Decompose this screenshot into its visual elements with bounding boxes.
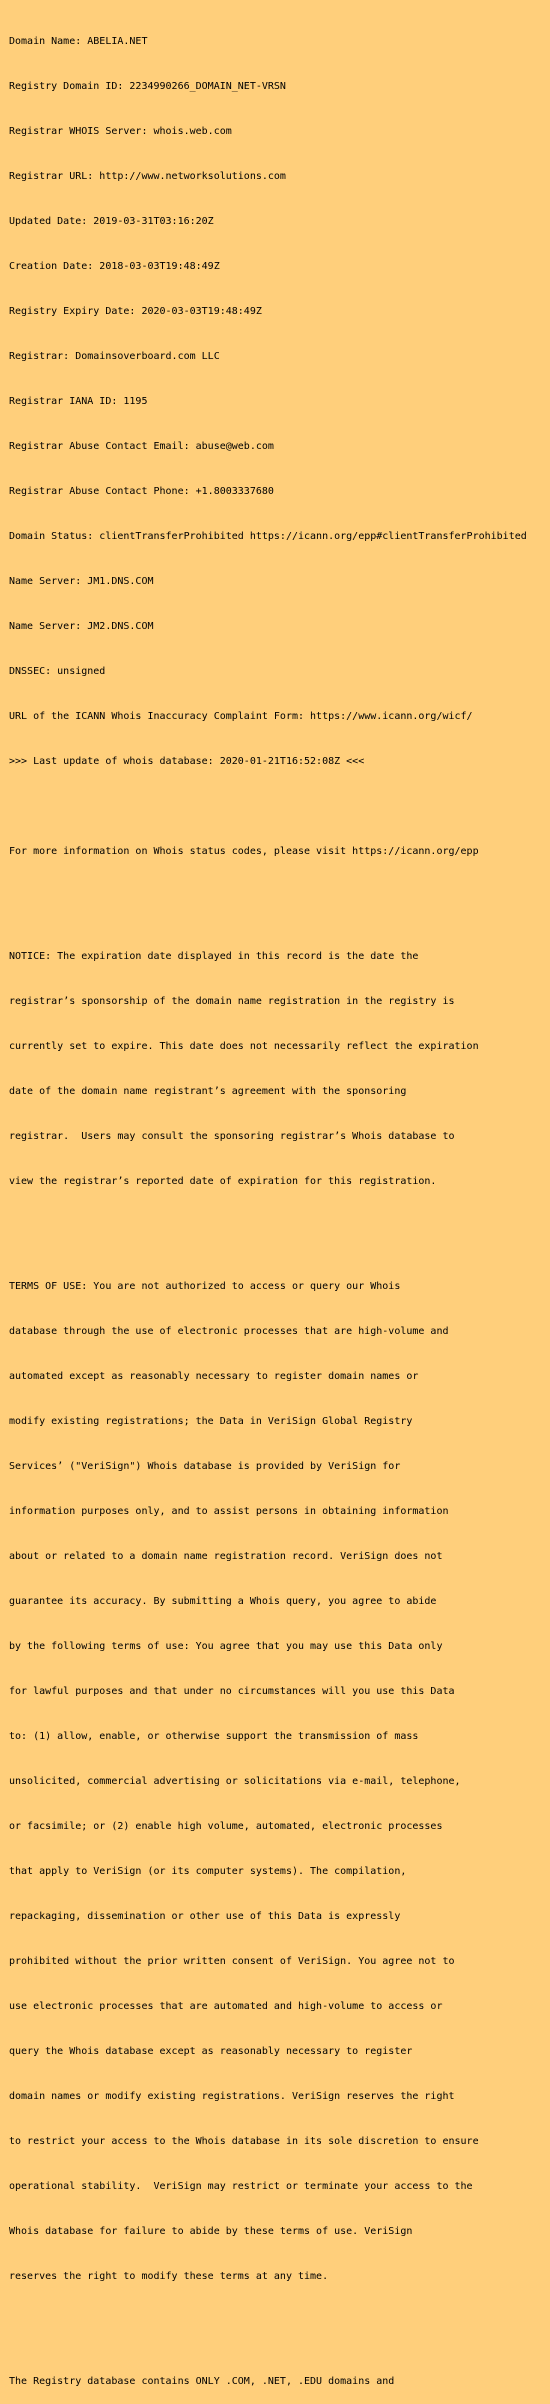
terms-line: for lawful purposes and that under no circumstances will you use this Data bbox=[9, 1686, 455, 1697]
registrar-iana-id-line: Registrar IANA ID: 1195 bbox=[9, 396, 148, 407]
domain-status-line: Domain Status: clientTransferProhibited https://icann.org/epp#clientTransferProhibited bbox=[9, 531, 527, 542]
status-info-line: For more information on Whois status codes, please visit https://icann.org/epp bbox=[9, 846, 479, 857]
terms-line: use electronic processes that are automated and high-volume to access or bbox=[9, 2001, 443, 2012]
terms-line: TERMS OF USE: You are not authorized to access or query our Whois bbox=[9, 1281, 401, 1292]
notice-line: registrar. Users may consult the sponsoring registrar’s Whois database to bbox=[9, 1131, 455, 1142]
terms-line: information purposes only, and to assist persons in obtaining information bbox=[9, 1506, 449, 1517]
terms-line: unsolicited, commercial advertising or solicitations via e-mail, telephone, bbox=[9, 1776, 461, 1787]
notice-line: registrar’s sponsorship of the domain name registration in the registry is bbox=[9, 996, 455, 1007]
abuse-phone-line: Registrar Abuse Contact Phone: +1.8003337680 bbox=[9, 486, 274, 497]
terms-line: Whois database for failure to abide by these terms of use. VeriSign bbox=[9, 2226, 413, 2237]
name-server-line: Name Server: JM2.DNS.COM bbox=[9, 621, 154, 632]
terms-line: reserves the right to modify these terms at any time. bbox=[9, 2271, 329, 2282]
terms-line: to restrict your access to the Whois database in its sole discretion to ensure bbox=[9, 2136, 479, 2147]
registry-expiry-date-line: Registry Expiry Date: 2020-03-03T19:48:49Z bbox=[9, 306, 262, 317]
registry-domain-id-line: Registry Domain ID: 2234990266_DOMAIN_NET-VRSN bbox=[9, 81, 286, 92]
terms-line: operational stability. VeriSign may restrict or terminate your access to the bbox=[9, 2181, 473, 2192]
terms-line: automated except as reasonably necessary to register domain names or bbox=[9, 1371, 419, 1382]
registrar-whois-server-line: Registrar WHOIS Server: whois.web.com bbox=[9, 126, 232, 137]
icann-complaint-url-line: URL of the ICANN Whois Inaccuracy Complaint Form: https://www.icann.org/wicf/ bbox=[9, 711, 473, 722]
terms-line: to: (1) allow, enable, or otherwise support the transmission of mass bbox=[9, 1731, 419, 1742]
registrar-url-line: Registrar URL: http://www.networksolutions.com bbox=[9, 171, 286, 182]
notice-line: NOTICE: The expiration date displayed in this record is the date the bbox=[9, 951, 419, 962]
blank-line bbox=[9, 2314, 550, 2329]
updated-date-line: Updated Date: 2019-03-31T03:16:20Z bbox=[9, 216, 214, 227]
notice-line: date of the domain name registrant’s agreement with the sponsoring bbox=[9, 1086, 407, 1097]
blank-line bbox=[9, 1219, 550, 1234]
name-server-line: Name Server: JM1.DNS.COM bbox=[9, 576, 154, 587]
registry-note-line: The Registry database contains ONLY .COM, .NET, .EDU domains and bbox=[9, 2376, 395, 2387]
blank-line bbox=[9, 799, 550, 814]
blank-line bbox=[9, 889, 550, 904]
terms-line: about or related to a domain name registration record. VeriSign does not bbox=[9, 1551, 443, 1562]
terms-line: domain names or modify existing registrations. VeriSign reserves the right bbox=[9, 2091, 455, 2102]
terms-line: or facsimile; or (2) enable high volume, automated, electronic processes bbox=[9, 1821, 443, 1832]
terms-line: repackaging, dissemination or other use of this Data is expressly bbox=[9, 1911, 401, 1922]
dnssec-line: DNSSEC: unsigned bbox=[9, 666, 106, 677]
terms-line: that apply to VeriSign (or its computer systems). The compilation, bbox=[9, 1866, 407, 1877]
domain-name-line: Domain Name: ABELIA.NET bbox=[9, 36, 148, 47]
registrar-line: Registrar: Domainsoverboard.com LLC bbox=[9, 351, 220, 362]
notice-line: view the registrar’s reported date of expiration for this registration. bbox=[9, 1176, 437, 1187]
terms-line: modify existing registrations; the Data in VeriSign Global Registry bbox=[9, 1416, 413, 1427]
last-update-line: >>> Last update of whois database: 2020-01-21T16:52:08Z <<< bbox=[9, 756, 365, 767]
terms-line: guarantee its accuracy. By submitting a Whois query, you agree to abide bbox=[9, 1596, 437, 1607]
terms-line: database through the use of electronic processes that are high-volume and bbox=[9, 1326, 449, 1337]
terms-line: Services’ ("VeriSign") Whois database is provided by VeriSign for bbox=[9, 1461, 401, 1472]
terms-line: prohibited without the prior written consent of VeriSign. You agree not to bbox=[9, 1956, 455, 1967]
abuse-email-line: Registrar Abuse Contact Email: abuse@web.com bbox=[9, 441, 274, 452]
terms-line: by the following terms of use: You agree that you may use this Data only bbox=[9, 1641, 443, 1652]
terms-line: query the Whois database except as reasonably necessary to register bbox=[9, 2046, 413, 2057]
notice-line: currently set to expire. This date does not necessarily reflect the expiration bbox=[9, 1041, 479, 1052]
creation-date-line: Creation Date: 2018-03-03T19:48:49Z bbox=[9, 261, 220, 272]
